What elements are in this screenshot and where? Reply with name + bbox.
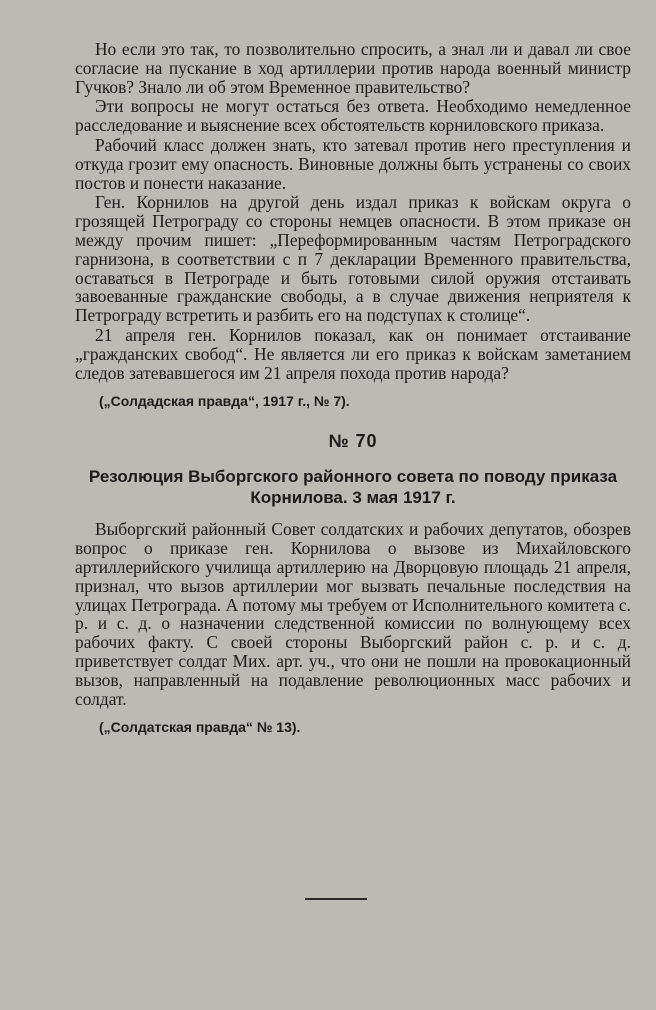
paragraph-4: Ген. Корнилов на другой день издал приказ к войскам округа о грозящей Петрограду со стороны немцев опасности. В этом приказе он между прочим пишет: „Переформированным частям Петроградского гарнизона, в соответствии с п 7 декларации Временного правительства, оставаться в Петрограде и быть готовыми силой оружия отстаивать завоеванные гражданские свободы, а в случае движения неприятеля к Петрограду встретить и разбить его на подступах к столице“. <box>75 192 631 326</box>
document-title: Резолюция Выборгского районного совета по поводу приказа Корнилова. 3 мая 1917 г. <box>88 467 618 508</box>
paragraph-1: Но если это так, то позволительно спросить, а знал ли и давал ли свое согласие на пускание в ход артиллерии против народа военный министр Гучков? Знало ли об этом Временное правительство? <box>75 39 631 97</box>
document-number: № 70 <box>328 431 378 452</box>
source-citation-2: („Солдатская правда“ № 13). <box>99 719 301 736</box>
source-citation-1: („Солдадская правда“, 1917 г., № 7). <box>99 393 350 410</box>
text-column <box>75 40 631 736</box>
paragraph-2: Эти вопросы не могут остаться без ответа. Необходимо немедленное расследование и выяснение всех обстоятельств корниловского приказа. <box>75 96 631 136</box>
paragraph-3: Рабочий класс должен знать, кто затевал против него преступления и откуда грозит ему опасность. Виновные должны быть устранены со своих постов и понести наказание. <box>75 134 631 193</box>
end-divider <box>305 898 367 900</box>
paragraph-5: 21 апреля ген. Корнилов показал, как он понимает отстаивание „гражданских свобод“. Не является ли его приказ к войскам заметанием следов затевавшегося им 21 апреля похода против народа? <box>75 324 631 383</box>
resolution-body: Выборгский районный Совет солдатских и рабочих депутатов, обозрев вопрос о приказе ген. Корнилова о вызове из Михайловского артиллерийского училища артиллерию на Дворцовую площадь 21 апреля, признал, что вызов артиллерии мог вызвать печальные последствия на улицах Петрограда. А потому мы требуем от Исполнительного комитета с. р. и с. д. о назначении следственной комиссии по волнующему всех рабочих факту. С своей стороны Выборгский район с. р. и с. д. приветствует солдат Мих. арт. уч., что они не пошли на провокационный вызов, направленный на подавление революционных масс рабочих и солдат. <box>75 519 631 709</box>
